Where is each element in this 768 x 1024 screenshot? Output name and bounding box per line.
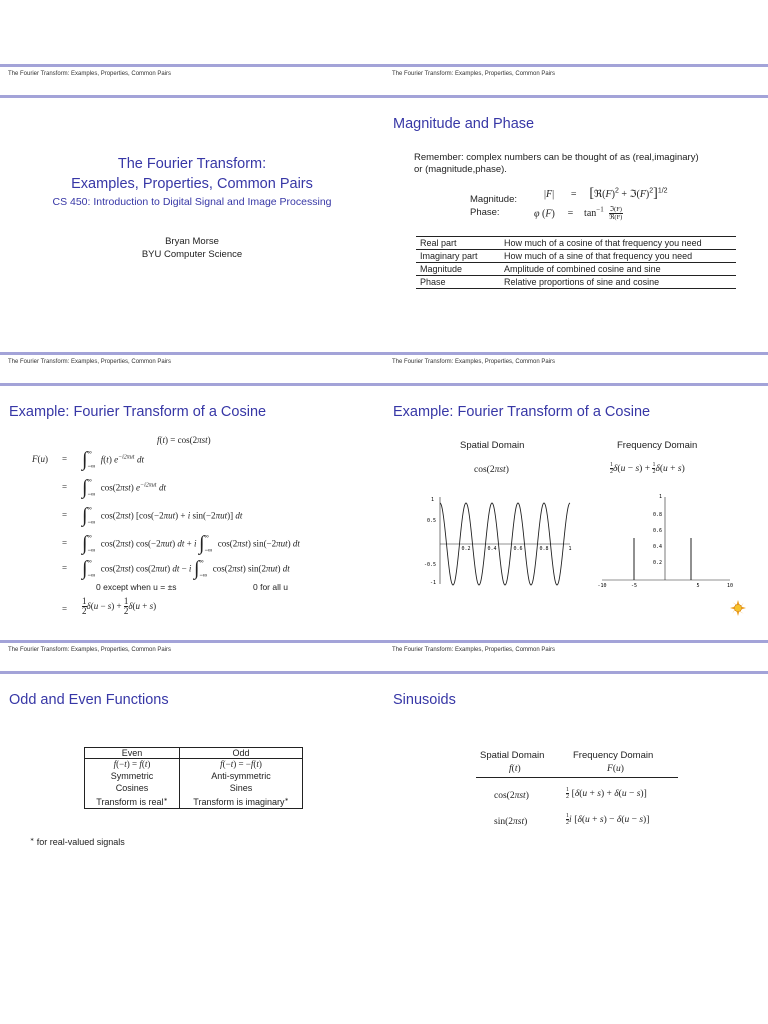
odd-definition: f(−t) = −f(t) <box>180 759 303 771</box>
y-tick-label: 1 <box>430 497 434 503</box>
even-definition: f(−t) = f(t) <box>85 759 180 771</box>
frequency-function: $\frac{1}{2}$ δ(u − s) + $\frac{1}{2}$ δ(u + s) <box>610 462 685 475</box>
spatial-domain-label: Spatial Domain <box>460 440 525 451</box>
intro-line-1: Remember: complex numbers can be thought of as (real,imaginary) <box>414 152 699 163</box>
even-transform-text: Transform is real <box>96 797 164 807</box>
slide-header <box>0 640 384 674</box>
table-cell: Symmetric <box>85 770 180 782</box>
frame-title: Magnitude and Phase <box>393 116 535 132</box>
equation-definition: f(t) = cos(2πst) <box>157 435 211 445</box>
table-row <box>416 250 736 263</box>
column-subheader-frequency: F(u) <box>607 764 624 774</box>
slide-odd-even <box>0 640 384 928</box>
table-cell-desc: Relative proportions of sine and cosine <box>504 277 660 287</box>
title-line-1: The Fourier Transform: <box>117 156 267 172</box>
slide-header <box>0 64 384 98</box>
equals-sign: = <box>62 604 68 614</box>
y-tick-label: 0.6 <box>652 528 662 534</box>
table-row <box>85 794 303 809</box>
intro-line-2: or (magnitude,phase). <box>414 164 507 175</box>
frequency-domain-label: Frequency Domain <box>617 440 698 451</box>
affiliation: BYU Computer Science <box>141 249 243 260</box>
slide-cosine-plots <box>384 352 768 640</box>
equals-sign: = <box>62 454 68 464</box>
running-title: The Fourier Transform: Examples, Properties, Common Pairs <box>8 71 172 77</box>
cosine-row-spatial: cos(2πst) <box>494 791 529 801</box>
equation-line-2: ∫ ∞ −∞ cos(2πst) $e^{-i2\pi ut}$ dt <box>82 476 166 499</box>
x-tick-label: 10 <box>726 583 734 589</box>
sun-icon <box>730 600 746 616</box>
x-tick-label: 5 <box>696 583 700 589</box>
table-cell-term: Imaginary part <box>420 251 478 261</box>
x-tick-label: 0.4 <box>487 546 497 552</box>
footnote-text: for real-valued signals <box>36 837 125 847</box>
equation-line-4: ∫ ∞ −∞ cos(2πst) cos(−2πut) dt + i ∫ ∞ −∞ cos(2πst) sin(−2πut) dt <box>82 532 300 555</box>
y-tick-label: 0.2 <box>652 560 662 566</box>
spatial-function: cos(2πst) <box>474 465 509 475</box>
table-cell-term: Phase <box>420 277 446 287</box>
running-title: The Fourier Transform: Examples, Properties, Common Pairs <box>392 71 556 77</box>
author: Bryan Morse <box>165 236 219 247</box>
slide-cosine-derivation <box>0 352 384 640</box>
table-cell-desc: Amplitude of combined cosine and sine <box>504 264 661 274</box>
equals-sign: = <box>62 482 68 492</box>
equation-line-1: ∫ ∞ −∞ f(t) $e^{-i2\pi ut}$ dt <box>82 448 144 471</box>
y-tick-label: 0.5 <box>426 518 436 524</box>
odd-transform-text: Transform is imaginary <box>193 797 285 807</box>
table-row <box>416 276 736 289</box>
header-odd: Odd <box>180 748 303 759</box>
table-row <box>85 748 303 759</box>
spatial-cosine-plot <box>422 492 582 592</box>
table-cell-desc: How much of a sine of that frequency you need <box>504 251 693 261</box>
table-cell: Anti-symmetric <box>180 770 303 782</box>
table-cell: Sines <box>180 782 303 794</box>
frequency-impulse-plot <box>590 492 750 592</box>
x-tick-label: -10 <box>597 583 607 589</box>
y-tick-label: 0.8 <box>652 512 662 518</box>
table-cell-term: Real part <box>420 238 457 248</box>
y-tick-label: 0.4 <box>652 544 662 550</box>
title-line-2: Examples, Properties, Common Pairs <box>71 176 313 192</box>
x-tick-label: 0.2 <box>461 546 471 552</box>
y-tick-label: 1 <box>658 494 662 500</box>
table-row <box>85 782 303 794</box>
header-even: Even <box>85 748 180 759</box>
column-header-frequency: Frequency Domain <box>573 750 654 761</box>
running-title: The Fourier Transform: Examples, Properties, Common Pairs <box>392 359 556 365</box>
table-cell-even-transform: Transform is real∗ <box>85 794 180 809</box>
column-subheader-spatial: f(t) <box>509 764 521 774</box>
table-cell-term: Magnitude <box>420 264 463 274</box>
complex-parts-table <box>416 236 736 289</box>
equation-lhs: F(u) <box>32 454 48 464</box>
slide-title <box>0 64 384 352</box>
table-row <box>85 770 303 782</box>
sine-row-frequency: $\frac{1}{2}$ i [δ(u + s) − δ(u − s)] <box>566 813 650 826</box>
slide-header <box>0 352 384 386</box>
equation-result: $\frac{1}{2}$ δ(u − s) + $\frac{1}{2}$ δ(u + s) <box>82 596 157 616</box>
odd-even-table <box>84 747 303 809</box>
slide-header <box>384 640 768 674</box>
running-title: The Fourier Transform: Examples, Properties, Common Pairs <box>8 359 172 365</box>
underbrace-note-cos: 0 except when u = ±s <box>96 582 177 592</box>
slide-magnitude-phase <box>384 64 768 352</box>
equals-sign: = <box>62 563 68 573</box>
frame-title: Sinusoids <box>393 692 456 708</box>
table-row <box>85 759 303 771</box>
frame-title: Example: Fourier Transform of a Cosine <box>393 404 651 420</box>
column-header-spatial: Spatial Domain <box>480 750 545 761</box>
frame-title: Odd and Even Functions <box>9 692 169 708</box>
table-row <box>416 263 736 276</box>
equation-line-5: ∫ ∞ −∞ cos(2πst) cos(2πut) dt − i ∫ ∞ −∞ cos(2πst) sin(2πut) dt <box>82 557 290 580</box>
magnitude-formula: $|F| = [ℜ(F)^2$ + $ℑ(F)^2]^{1/2}$ <box>544 186 668 201</box>
equation-line-3: ∫ ∞ −∞ cos(2πst) [cos(−2πut) + i sin(−2πut)] dt <box>82 504 243 527</box>
sine-row-spatial: sin(2πst) <box>494 817 528 827</box>
table-cell-desc: How much of a cosine of that frequency you need <box>504 238 702 248</box>
phase-label: Phase: <box>470 207 500 218</box>
x-tick-label: 1 <box>568 546 572 552</box>
footnote: ∗ for real-valued signals <box>30 837 125 847</box>
table-row <box>416 237 736 250</box>
running-title: The Fourier Transform: Examples, Properties, Common Pairs <box>8 647 172 653</box>
magnitude-label: Magnitude: <box>470 194 518 205</box>
table-cell: Cosines <box>85 782 180 794</box>
equals-sign: = <box>62 510 68 520</box>
course-subtitle: CS 450: Introduction to Digital Signal and Image Processing <box>52 196 332 208</box>
running-title: The Fourier Transform: Examples, Properties, Common Pairs <box>392 647 556 653</box>
frame-title: Example: Fourier Transform of a Cosine <box>9 404 267 420</box>
x-tick-label: 0.8 <box>539 546 549 552</box>
y-tick-label: -1 <box>429 580 436 586</box>
cosine-row-frequency: $\frac{1}{2}$ [δ(u + s) + δ(u − s)] <box>566 787 647 800</box>
y-tick-label: -0.5 <box>423 562 436 568</box>
slide-header <box>384 352 768 386</box>
slide-sinusoids <box>384 640 768 928</box>
x-tick-label: -5 <box>630 583 638 589</box>
equals-sign: = <box>62 538 68 548</box>
slide-header <box>384 64 768 98</box>
underbrace-note-sin: 0 for all u <box>253 582 288 592</box>
phase-formula: φ $(F) = \tan^{-1}$ ℑ(F) ℜ(F) <box>534 206 623 222</box>
x-tick-label: 0.6 <box>513 546 523 552</box>
table-cell-odd-transform: Transform is imaginary∗ <box>180 794 303 809</box>
header-rule <box>476 777 678 778</box>
